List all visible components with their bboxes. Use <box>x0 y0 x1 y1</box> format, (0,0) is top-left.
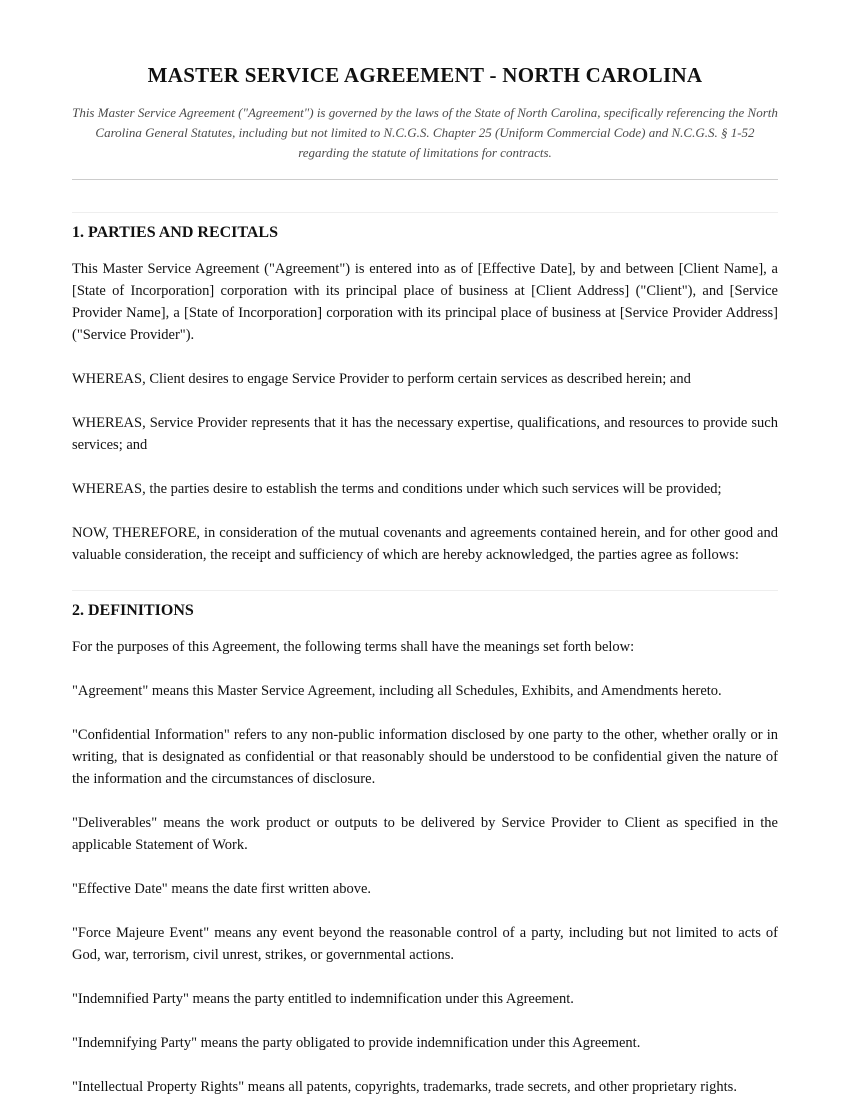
definition-indemnified-party: "Indemnified Party" means the party entitled to indemnification under this Agreement. <box>72 991 574 1007</box>
paragraph-now-therefore: NOW, THEREFORE, in consideration of the mutual covenants and agreements contained herein, and for other good and valuable consideration, the receipt and sufficiency of which are hereby acknowledged, the parties agree as follows: <box>72 525 778 563</box>
definition-confidential-information: "Confidential Information" refers to any non-public information disclosed by one party to the other, whether orally or in writing, that is designated as confidential or that reasonably should be understood to be confidential given the nature of the information and the circumstances of disclosure. <box>72 727 778 787</box>
governing-law-note: This Master Service Agreement ("Agreement") is governed by the laws of the State of North Carolina, specifically referencing the North Carolina General Statutes, including but not limited to N.C.G.S. Chapter 25 (Uniform Commercial Code) and N.C.G.S. § 1-52 regarding the statute of limitations for contracts. <box>72 105 778 160</box>
paragraph-whereas-1: WHEREAS, Client desires to engage Service Provider to perform certain services as described herein; and <box>72 371 691 387</box>
section-heading-definitions: 2. DEFINITIONS <box>72 602 194 619</box>
section-divider <box>72 212 778 213</box>
header-divider <box>72 179 778 180</box>
section-divider <box>72 590 778 591</box>
paragraph-whereas-2: WHEREAS, Service Provider represents that it has the necessary expertise, qualifications, and resources to provide such services; and <box>72 415 778 453</box>
section-heading-parties: 1. PARTIES AND RECITALS <box>72 224 278 241</box>
definition-agreement: "Agreement" means this Master Service Agreement, including all Schedules, Exhibits, and Amendments hereto. <box>72 683 722 699</box>
definition-effective-date: "Effective Date" means the date first written above. <box>72 881 372 897</box>
document-title: MASTER SERVICE AGREEMENT - NORTH CAROLINA <box>147 63 703 87</box>
definition-deliverables: "Deliverables" means the work product or outputs to be delivered by Service Provider to Client as specified in the applicable Statement of Work. <box>72 815 778 853</box>
definition-intellectual-property: "Intellectual Property Rights" means all patents, copyrights, trademarks, trade secrets, and other proprietary rights. <box>72 1079 737 1095</box>
paragraph-whereas-3: WHEREAS, the parties desire to establish the terms and conditions under which such services will be provided; <box>72 481 722 497</box>
definition-force-majeure: "Force Majeure Event" means any event beyond the reasonable control of a party, including but not limited to acts of God, war, terrorism, civil unrest, strikes, or governmental actions. <box>72 925 778 963</box>
paragraph-parties: This Master Service Agreement ("Agreement") is entered into as of [Effective Date], by and between [Client Name], a [State of Incorporation] corporation with its principal place of business at [Client Address] ("Client"), and [Service Provider Name], a [State of Incorporation] corporation with its principal place of business at [Service Provider Address] ("Service Provider"). <box>72 261 778 343</box>
paragraph-definitions-intro: For the purposes of this Agreement, the following terms shall have the meanings set forth below: <box>72 639 635 655</box>
definition-indemnifying-party: "Indemnifying Party" means the party obligated to provide indemnification under this Agreement. <box>72 1035 641 1051</box>
